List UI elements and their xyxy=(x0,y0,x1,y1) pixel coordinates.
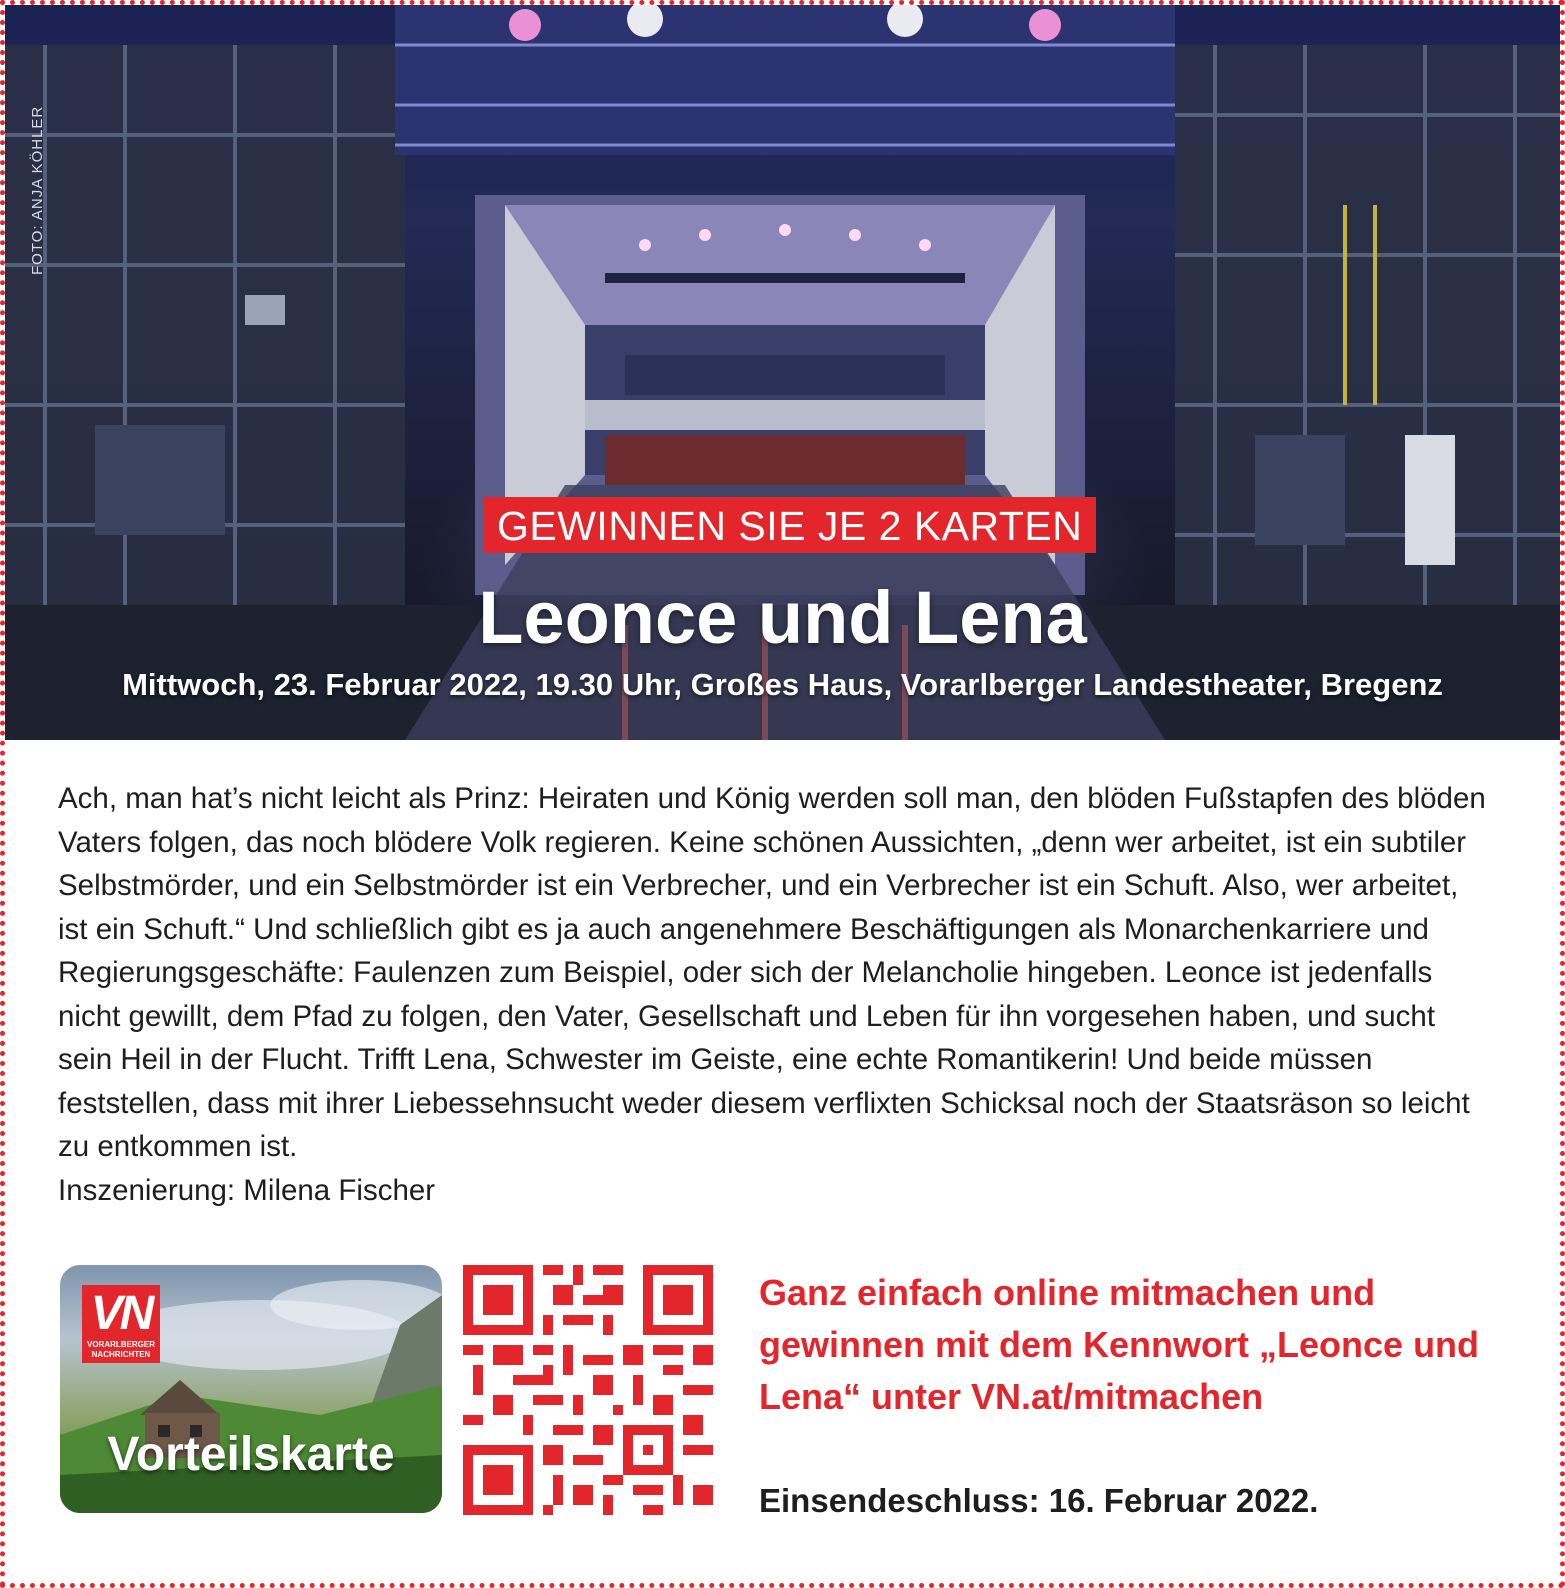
event-title: Leonce und Lena xyxy=(478,576,1087,659)
event-details: Mittwoch, 23. Februar 2022, 19.30 Uhr, Großes Haus, Vorarlberger Landestheater, Bregenz xyxy=(122,667,1443,702)
vn-logo xyxy=(82,1285,160,1363)
article-text: Ach, man hat’s nicht leicht als Prinz: Heiraten und König werden soll man, den blöden Fußstapfen des blöden Vaters folgen, das noch blödere Volk regieren. Keine schönen Aussichten, „denn wer arbeitet, ist ein subtiler Selbstmörder, und ein Selbstmörder ist ein Verbrecher, und ein Verbrecher ist ein Schuft. Also, wer arbeitet, ist ein Schuft.“ Und schließlich gibt es ja auch angenehmere Beschäftigungen als Monarchenkarriere und Regierungsgeschäfte: Faulenzen zum Beispiel, oder sich der Melancholie hingeben. Leonce ist jedenfalls nicht gewillt, dem Pfad zu folgen, den Vater, Gesellschaft und Leben für ihn vorgesehen haben, und sucht sein Heil in der Flucht. Trifft Lena, Schwester im Geiste, eine echte Romantikerin! Und beide müssen feststellen, dass mit ihrer Liebessehnsucht weder diesem verflixten Schicksal noch der Staatsräson so leicht zu entkommen ist. xyxy=(58,782,1486,1163)
card-label: Vorteilskarte xyxy=(107,1428,395,1481)
article-body xyxy=(58,777,1488,1212)
deadline-text: Einsendeschluss: 16. Februar 2022. xyxy=(759,1482,1319,1519)
vn-logo-letters: VN xyxy=(90,1287,152,1340)
vn-logo-subline-2: NACHRICHTEN xyxy=(91,1350,151,1359)
promo-text: Ganz einfach online mitmachen und gewinnen mit dem Kennwort „Leonce und Lena“ unter VN.at/mitmachen xyxy=(759,1272,1480,1417)
prize-banner: GEWINNEN SIE JE 2 KARTEN xyxy=(483,497,1096,553)
vorteilskarte-card xyxy=(60,1265,442,1513)
photo-credit: FOTO: ANJA KÖHLER xyxy=(29,105,46,275)
hero-photo xyxy=(5,5,1560,740)
director-credit: Inszenierung: Milena Fischer xyxy=(58,1173,436,1207)
vn-logo-subline-1: VORARLBERGER xyxy=(86,1340,155,1349)
qr-code-icon[interactable] xyxy=(463,1265,713,1515)
